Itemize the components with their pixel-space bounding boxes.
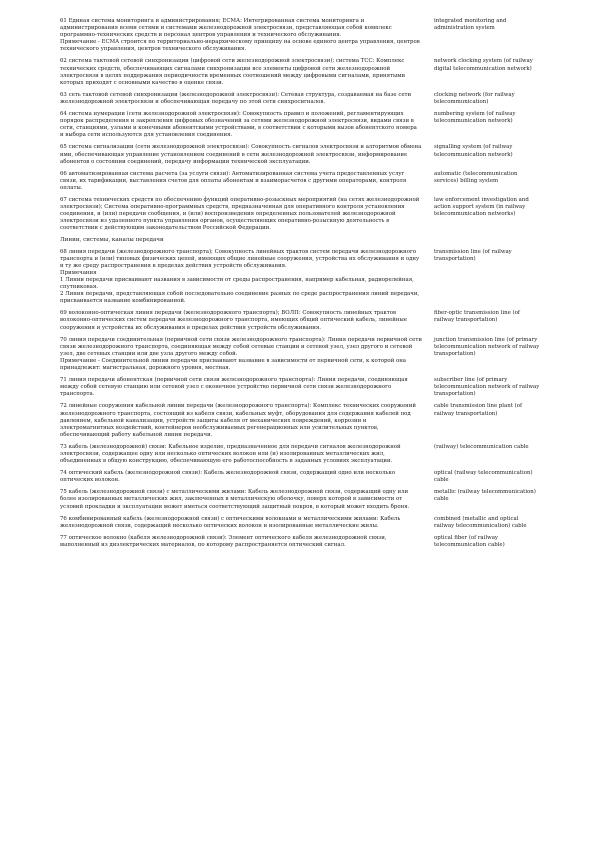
term-equivalent-en: junction transmission line (of primary telecommunication network of railway transportation): [434, 336, 540, 357]
definition-paragraph: 71 линия передачи абонентская (первичной сети связи железнодорожного транспорта): Линия передачи, соединяющая между собой сетевую станцию или сетевой узел с оконечное устройство первичной сети связи железнодорожного транспорта.: [60, 377, 408, 398]
term-equivalent-en: integrated monitoring and administration system: [434, 18, 507, 32]
definition-paragraph: 69 волоконно-оптическая линия передачи (железнодорожного транспорта); ВОЛП: Совокупность линейных трактов волоконно-оптических систем передачи железнодорожного транспорта, имеющих общий оптический кабель, линейные сооружения и устройства их обслуживания в пределах действия устройств обслуживания.: [60, 310, 407, 331]
term-definition-ru: [60, 337, 422, 372]
definition-paragraph: 70 линия передачи соединительная (первичной сети связи железнодорожного транспорта): Линия передачи первичной сети связи железнодорожного транспорта, соединяющая между собой сетевые станции и сетевой узел, узел другого и сетевой узел, две сетевых станции или две узла другого между собой.: [60, 336, 422, 357]
term-equivalent-en: automatic (telecommunication services) billing system: [434, 170, 518, 184]
term-definition-ru: [60, 171, 422, 192]
terms-block-2: [60, 249, 540, 549]
term-definition-ru: [60, 489, 422, 510]
term-entry: [60, 337, 540, 372]
term-entry: [60, 489, 540, 510]
definition-paragraph: Примечания: [60, 269, 97, 276]
term-equivalent-en: metallic (railway telecommunication) cable: [434, 489, 536, 503]
term-entry: [60, 111, 540, 139]
definition-paragraph: 63 сеть тактовой сетевой синхронизации (железнодорожной электросвязи): Сетевая структура, создаваемая на базе сети железнодорожной электросвязи и обеспечивающая передачу по этой сети синхросигналов.: [60, 91, 412, 105]
term-entry: [60, 92, 540, 106]
term-equivalent-en: signalling system (of railway telecommunication network): [434, 144, 513, 158]
document-page: [60, 18, 540, 554]
term-equivalent-en: clocking network (for railway telecommunication): [434, 91, 515, 105]
term-equivalent-en: optical (railway telecommunication) cable: [434, 470, 533, 484]
term-entry: [60, 197, 540, 232]
definition-paragraph: 74 оптический кабель (железнодорожной связи): Кабель железнодорожной связи, содержащий одно или несколько оптических волокон.: [60, 470, 396, 484]
term-definition-ru: [60, 249, 422, 306]
term-definition-ru: [60, 111, 422, 139]
term-equivalent-en: subscriber line (of primary telecommunication network of railway transportation): [434, 377, 540, 398]
term-entry: [60, 470, 540, 484]
term-entry: [60, 171, 540, 192]
term-definition-ru: [60, 144, 422, 165]
term-entry: [60, 377, 540, 398]
definition-paragraph: 65 система сигнализации (сети железнодорожной электросвязи): Совокупность сигналов электросвязи и алгоритмов обмена ими, обеспечивающая управление установлением соединений в сети железнодорожной электросвязи, информирование абонентов о состоянии соединений, передачу информации технической эксплуатации.: [60, 144, 422, 165]
term-equivalent-en: law enforcement investigation and action support system (in railway telecommunication networks): [434, 196, 529, 218]
definition-paragraph: 62 система тактовой сетевой синхронизации (цифровой сети железнодорожной электросвязи); система ТСС: Комплекс технических средств, обеспечивающих сигналами синхронизации все элементы цифровой сети железнодорожной электросвязи в целях поддержания периодичности временных соотношений между цифровыми сигналами, принятыми которых приходят с основными качество в оценке связи.: [60, 58, 406, 86]
section-heading: Линии, системы, каналы передачи: [60, 237, 164, 244]
definition-paragraph: 61 Единая система мониторинга и администрирования; ЕСМА: Интегрированная система мониторинга и администрирования всеми сетями и системами железнодорожной электросвязи, представляющая собой комплекс программно-технических средств и персонал центров управления и технического обслуживания.: [60, 18, 392, 39]
term-equivalent-en: combined (metallic and optical railway telecommunication) cable: [434, 515, 527, 529]
definition-paragraph: 68 линия передачи (железнодорожного транспорта); Совокупность линейных трактов систем передачи железнодорожного транспорта и (или) типовых физических цепей, имеющих общие линейные сооружения, устройства их обслуживания и одну и ту же среду распространения в пределах действия устройств обслуживания.: [60, 248, 420, 269]
term-equivalent-en: transmission line (of railway transportation): [434, 248, 512, 262]
term-definition-ru: [60, 444, 422, 465]
term-definition-ru: [60, 377, 422, 398]
term-equivalent-en: cable transmission line plant (of railway transportation): [434, 403, 522, 417]
term-entry: [60, 310, 540, 331]
definition-paragraph: 2 Линия передачи, представляющая собой последовательно соединение разных по среде распространения линий передачи, присваивается название комбинированной.: [60, 291, 420, 305]
term-definition-ru: [60, 535, 422, 549]
definition-paragraph: 64 система нумерации (сети железнодорожной электросвязи): Совокупность правил и положений, регламентирующих порядок распределения и закрепления цифровых обозначений за сетями железнодорожной электросвязи, видами связи в сети, станциями, узлами и конечными абонентскими устройствами, в соответствии с которыми вызов абонентского номера и выбора сети используются для установления соединения.: [60, 111, 417, 139]
term-entry: [60, 144, 540, 165]
term-entry: [60, 535, 540, 549]
term-entry: [60, 403, 540, 438]
term-definition-ru: [60, 92, 422, 106]
definition-paragraph: 73 кабель (железнодорожной) связи: Кабельное изделие, предназначенное для передачи сигналов железнодорожной электросвязи, содержащее одну или несколько оптических волокон или (и) изолированных металлических жил, объединенных в общую конструкцию, обеспечивающую его работоспособность в заданных условиях эксплуатации.: [60, 443, 401, 465]
definition-paragraph: 1 Линии передачи присваивают названия в зависимости от среды распространения, например кабельная, радиорелейная, спутниковая.: [60, 277, 414, 291]
term-entry: [60, 18, 540, 53]
term-definition-ru: [60, 58, 422, 86]
term-definition-ru: [60, 310, 422, 331]
term-definition-ru: [60, 470, 422, 484]
term-definition-ru: [60, 516, 422, 530]
definition-paragraph: 75 кабель (железнодорожной связи) с металлическими жилами: Кабель железнодорожной связи, содержащий одну или более изолированных металлических жил, заключенных в металлическую оболочку, поверх которой в зависимости от условий прокладки и эксплуатации может иметься соответствующий защитный покров, в который может входить броня.: [60, 489, 410, 510]
term-entry: [60, 58, 540, 86]
definition-paragraph: 67 система технических средств по обеспечению функций оперативно-розыскных мероприятий (на сетях железнодорожной электросвязи); Система оперативно-программных средств, предназначенная для оперативного контроля установления соединения, и (или) передачи сообщения, и (или) воспроизведения определенных пользователей железнодорожной электросвязи из удаленного пункта управления органов, осуществляющих оперативно-розыскную деятельность в соответствии с действующим законодательством Российской Федерации.: [60, 196, 420, 232]
term-entry: [60, 444, 540, 465]
term-entry: [60, 516, 540, 530]
term-definition-ru: [60, 18, 422, 53]
terms-block-1: [60, 18, 540, 232]
definition-paragraph: 77 оптическое волокно (кабеля железнодорожной связи): Элемент оптического кабеля железнодорожной связи, выполненный из диэлектрических материалов, по которому распространяется оптический сигнал.: [60, 534, 387, 548]
definition-paragraph: 72 линейные сооружения кабельной линии передачи (железнодорожного транспорта): Комплекс технических сооружений железнодорожного транспорта, состоящий из кабеля связи, кабельных муфт, оборудования для содержания кабелей под давлением, кабельной канализации, устройств защиты кабеля от механических повреждений, коррозии и электромагнитных воздействий, контейнеров необслуживаемых регенерационных или усилительных пунктов, обеспечивающий работу кабельной линии передачи.: [60, 403, 416, 438]
definition-paragraph: 76 комбинированный кабель (железнодорожной связи) с оптическими волокнами и металлическими жилами: Кабель железнодорожной связи, содержащий несколько оптических волокон и изолированные металлические жилы.: [60, 515, 401, 529]
term-equivalent-en: optical fiber (of railway telecommunication cable): [434, 534, 505, 548]
term-entry: [60, 249, 540, 306]
definition-paragraph: Примечание - ЕСМА строится по территориально-иерархическому принципу на основе единого центра управления, центров технического управления, центров технического обслуживания.: [60, 39, 420, 53]
term-definition-ru: [60, 403, 422, 438]
term-equivalent-en: numbering system (of railway telecommunication network): [434, 111, 516, 125]
definition-paragraph: Примечание - Соединительной линии передачи присваивают название в зависимости от первичной сети, к которой она принадлежит: магистральная, дорожного уровня, местная.: [60, 357, 407, 372]
term-equivalent-en: fiber-optic transmission line (of railway transportation): [434, 310, 520, 324]
definition-paragraph: 66 автоматизированная система расчета (за услуги связи): Автоматизированная система учета предоставленных услуг связи, их тарификации, выставления счетов для оплаты абонентам и взаиморасчетов с другими операторами, контроля оплаты.: [60, 170, 407, 191]
term-definition-ru: [60, 197, 422, 232]
term-equivalent-en: network clocking system (of railway digital telecommunication network): [434, 58, 533, 72]
term-equivalent-en: (railway) telecommunication cable: [434, 443, 529, 450]
